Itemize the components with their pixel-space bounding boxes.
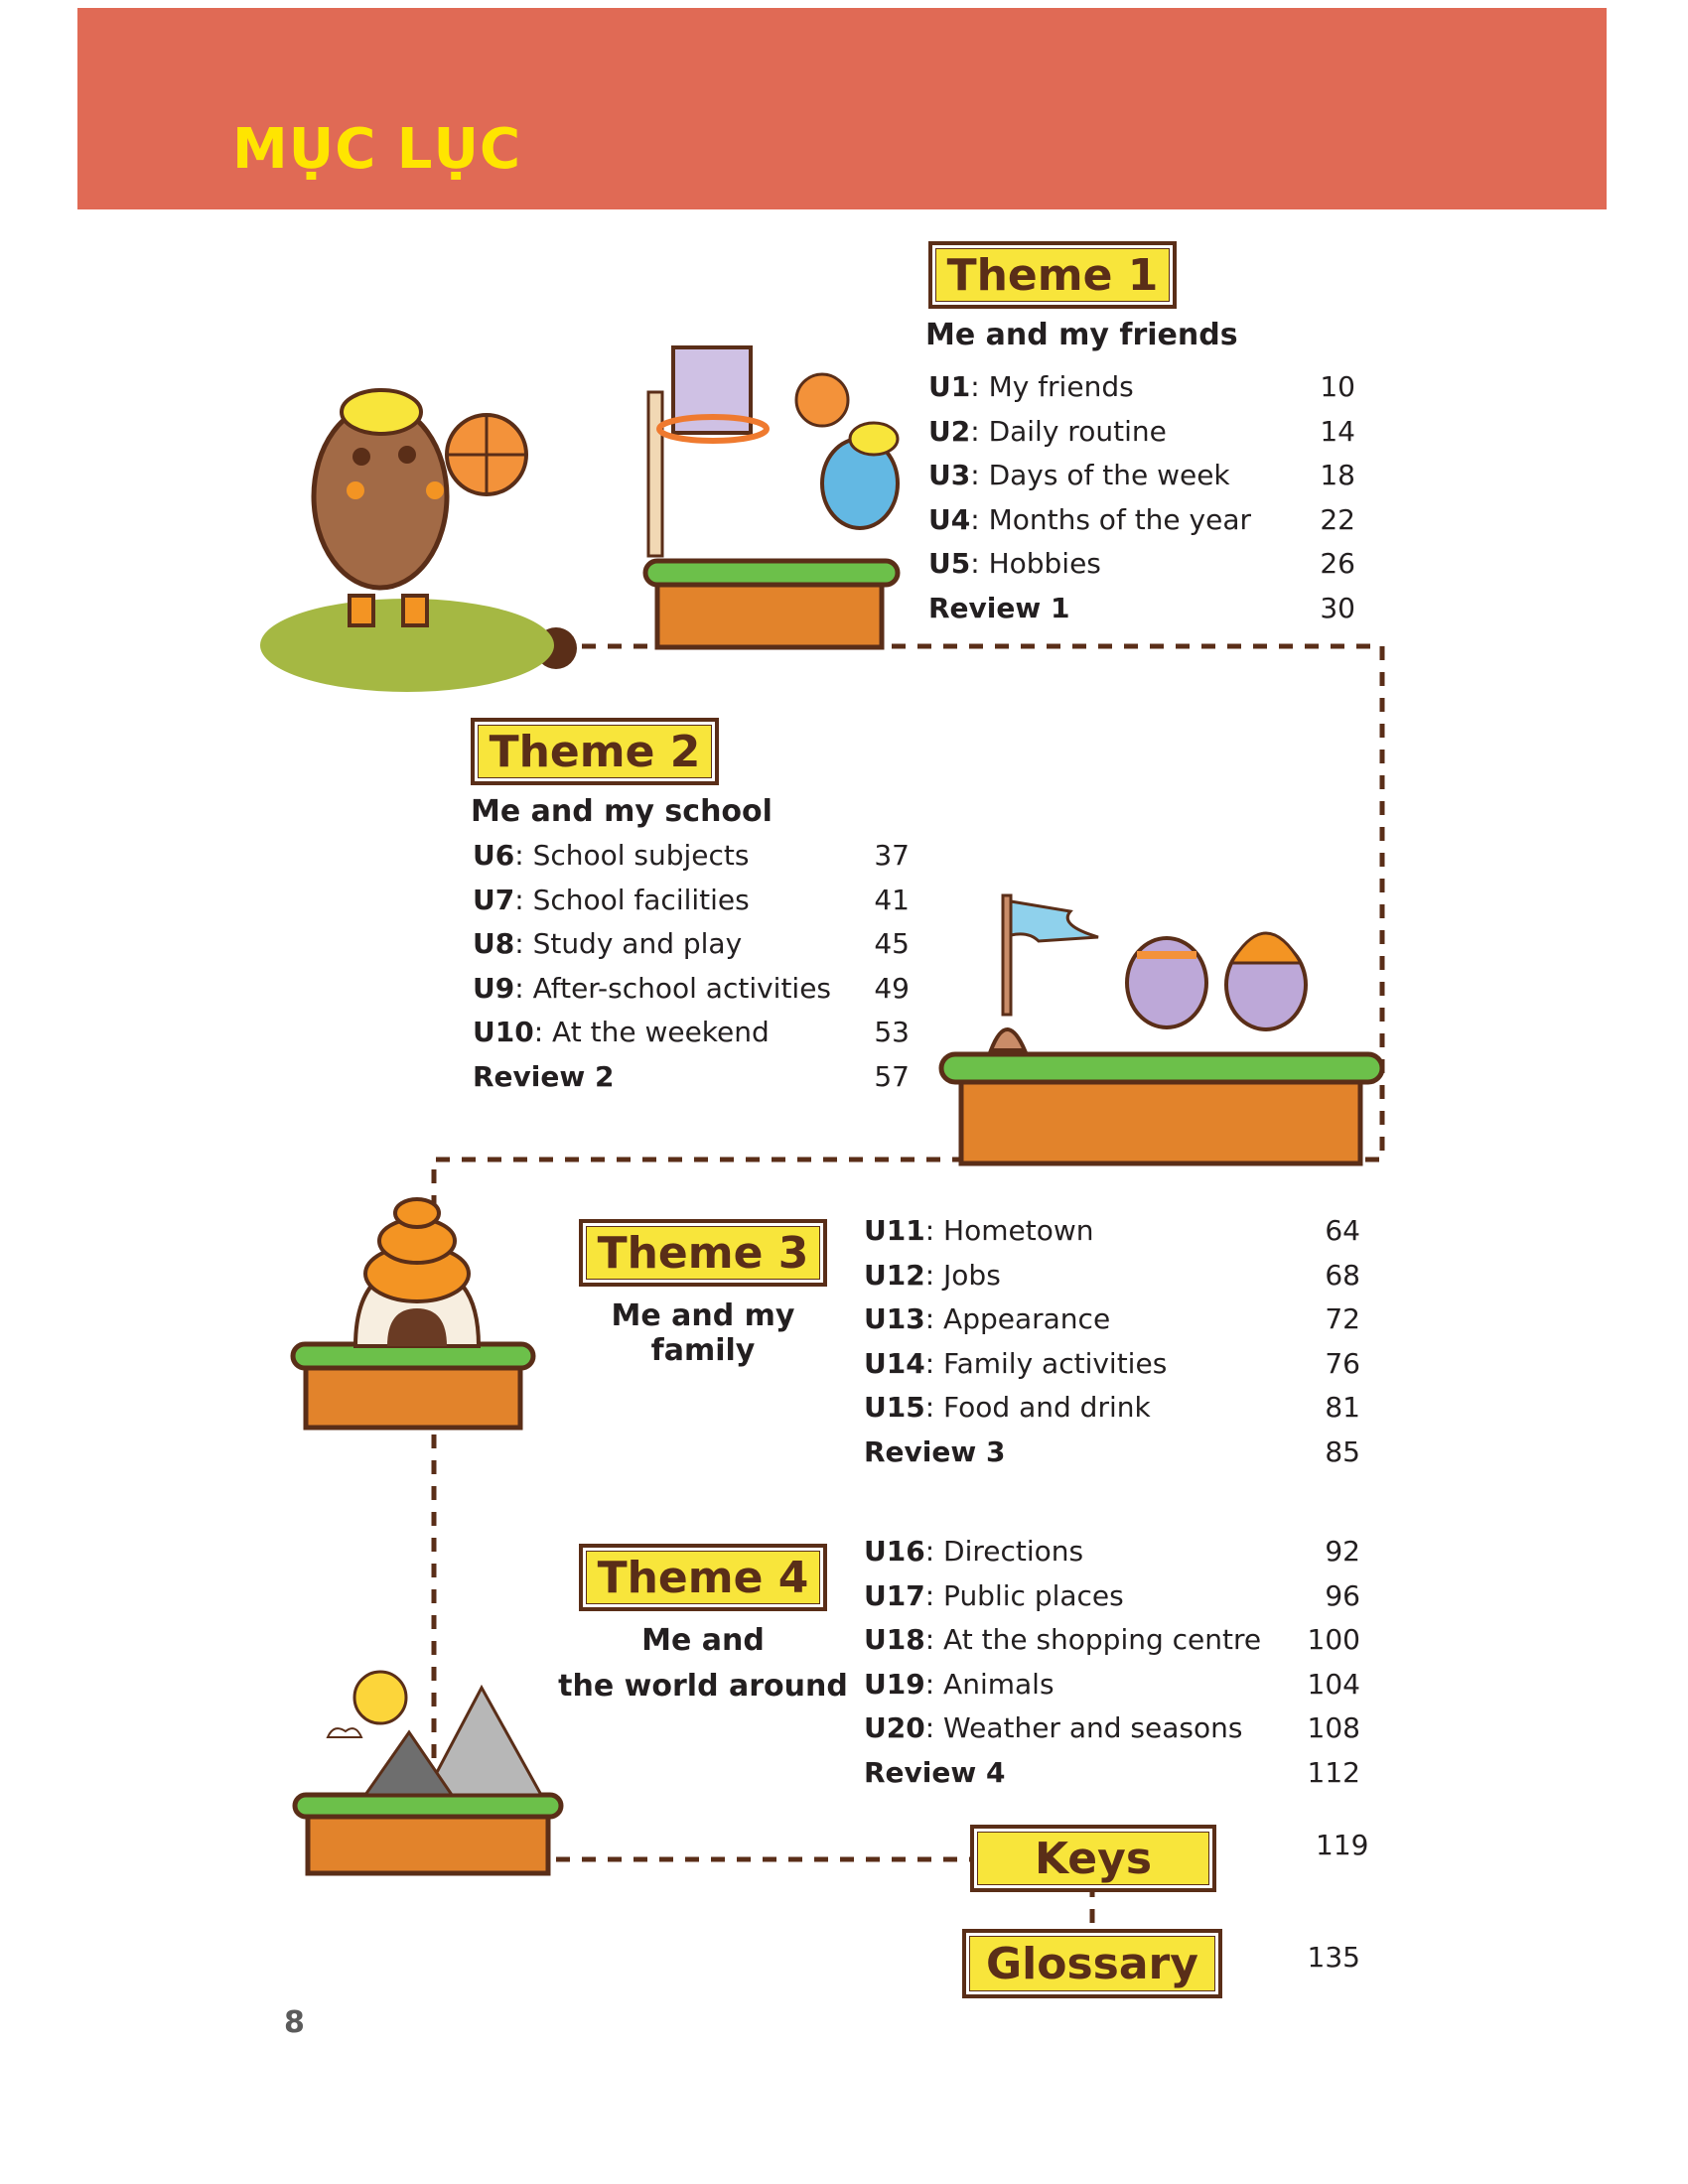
toc-row[interactable]: U4: Months of the year 22 — [928, 502, 1355, 536]
mountain-platform-icon — [295, 1672, 561, 1873]
toc-row[interactable]: U11: Hometown 64 — [864, 1214, 1360, 1247]
theme-4-subtitle — [554, 1618, 852, 1709]
theme-1-badge — [928, 241, 1177, 309]
toc-row[interactable]: U3: Days of the week 18 — [928, 459, 1355, 491]
theme-3-toc — [864, 1209, 1360, 1474]
toc-row[interactable]: U1: My friends 10 — [928, 370, 1355, 403]
mascot-basketball-icon — [260, 390, 554, 692]
toc-row[interactable]: U2: Daily routine 14 — [928, 414, 1355, 448]
theme-4-badge — [579, 1544, 827, 1611]
toc-row[interactable]: U17: Public places 96 — [864, 1578, 1360, 1612]
toc-row[interactable]: U18: At the shopping centre 100 — [864, 1623, 1360, 1656]
toc-row[interactable]: Review 3 85 — [864, 1434, 1360, 1468]
toc-row[interactable]: U19: Animals 104 — [864, 1667, 1360, 1701]
page-title: MỤC LỤC — [232, 117, 522, 182]
theme-2-badge-label: Theme 2 — [489, 726, 701, 777]
glossary-label: Glossary — [986, 1938, 1198, 1989]
toc-row[interactable]: U6: School subjects 37 — [473, 839, 910, 872]
theme-3-badge — [579, 1219, 827, 1287]
toc-row[interactable]: U13: Appearance 72 — [864, 1302, 1360, 1335]
toc-row[interactable]: Review 4 112 — [864, 1755, 1360, 1789]
theme-2-subtitle: Me and my school — [471, 794, 773, 829]
hoop-platform-icon — [645, 347, 898, 647]
toc-row[interactable]: Review 2 57 — [473, 1059, 910, 1093]
glossary-badge[interactable] — [962, 1929, 1222, 1998]
toc-row[interactable]: U16: Directions 92 — [864, 1535, 1360, 1568]
theme-3-subtitle: Me and my family — [611, 1298, 795, 1368]
theme-4-toc — [864, 1530, 1360, 1795]
toc-row[interactable]: U9: After-school activities 49 — [473, 971, 910, 1005]
toc-row[interactable]: Review 1 30 — [928, 591, 1355, 624]
keys-page: 119 — [1316, 1829, 1369, 1861]
theme-2-toc — [473, 834, 910, 1099]
theme-1-badge-label: Theme 1 — [946, 249, 1159, 301]
house-platform-icon — [293, 1199, 533, 1428]
theme-3-badge-label: Theme 3 — [597, 1227, 809, 1279]
theme-2-badge — [471, 718, 719, 785]
theme-4-badge-label: Theme 4 — [597, 1552, 809, 1603]
theme-4-subtitle-line1: Me and — [641, 1623, 765, 1658]
flag-platform-icon — [941, 895, 1382, 1163]
theme-4-subtitle-line2: the world around — [558, 1669, 848, 1704]
toc-row[interactable]: U20: Weather and seasons 108 — [864, 1711, 1360, 1744]
toc-row[interactable]: U5: Hobbies 26 — [928, 547, 1355, 580]
theme-1-subtitle: Me and my friends — [925, 318, 1238, 352]
toc-row[interactable]: U14: Family activities 76 — [864, 1346, 1360, 1380]
glossary-page: 135 — [1307, 1941, 1360, 1974]
toc-row[interactable]: U10: At the weekend 53 — [473, 1016, 910, 1048]
keys-label: Keys — [1034, 1833, 1153, 1884]
toc-row[interactable]: U15: Food and drink 81 — [864, 1391, 1360, 1424]
toc-row[interactable]: U8: Study and play 45 — [473, 927, 910, 960]
page-number: 8 — [284, 2005, 305, 2040]
toc-row[interactable]: U7: School facilities 41 — [473, 883, 910, 916]
toc-row[interactable]: U12: Jobs 68 — [864, 1258, 1360, 1292]
theme-1-toc — [928, 365, 1355, 630]
keys-badge[interactable] — [970, 1825, 1216, 1892]
